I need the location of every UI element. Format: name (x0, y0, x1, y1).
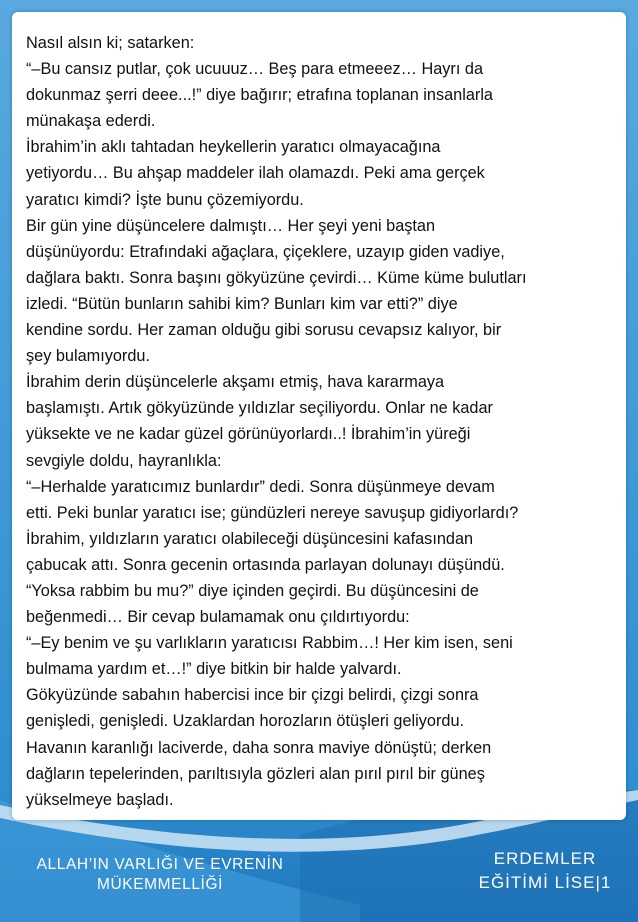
text-line: yetiyordu… Bu ahşap maddeler ilah olamazdı. Peki ama gerçek (26, 164, 485, 183)
text-line: İbrahim’in aklı tahtadan heykellerin yaratıcı olmayacağına (26, 138, 441, 157)
text-line: “Yoksa rabbim bu mu?” diye içinden geçirdi. Bu düşüncesini de (26, 581, 479, 600)
text-line: dokunmaz şerri deee...!” diye bağırır; etrafına toplanan insanlarla (26, 86, 493, 105)
text-line: sevgiyle doldu, hayranlıkla: (26, 451, 222, 470)
book-title (470, 847, 620, 895)
text-line: beğenmedi… Bir cevap bulamamak onu çıldırtıyordu: (26, 608, 410, 627)
text-line: Bir gün yine düşüncelere dalmıştı… Her şeyi yeni baştan (26, 216, 436, 235)
text-line: İbrahim derin düşüncelerle akşamı etmiş, hava kararmaya (26, 373, 445, 392)
chapter-title (30, 855, 290, 895)
book-title-line1: ERDEMLER (493, 849, 597, 868)
text-line: düşünüyordu: Etrafındaki ağaçlara, çiçeklere, uzayıp giden vadiye, (26, 242, 505, 261)
text-line: dağlara baktı. Sonra başını gökyüzüne çevirdi… Küme küme bulutları (26, 268, 527, 287)
text-line: münakaşa ederdi. (26, 112, 156, 131)
text-line: “–Ey benim ve şu varlıkların yaratıcısı Rabbim…! Her kim isen, seni (26, 634, 513, 653)
text-line: Havanın karanlığı laciverde, daha sonra maviye dönüştü; derken (26, 738, 492, 757)
book-title-line2: EĞİTİMİ LİSE|1 (478, 873, 612, 892)
text-line: İbrahim, yıldızların yaratıcı olabileceği düşüncesini kafasından (26, 529, 474, 548)
chapter-title-line1: ALLAH’IN VARLIĞI VE EVRENİN (36, 856, 284, 873)
text-line: yükselmeye başladı. (26, 790, 174, 809)
text-line: dağların tepelerinden, parıltısıyla gözleri alan pırıl pırıl bir güneş (26, 764, 485, 783)
text-line: genişledi, genişledi. Uzaklardan horozların ötüşleri geliyordu. (26, 712, 465, 731)
text-line: “–Herhalde yaratıcımız bunlardır” dedi. Sonra düşünmeye devam (26, 477, 495, 496)
text-line: Nasıl alsın ki; satarken: (26, 34, 195, 52)
text-line: yüksekte ve ne kadar güzel görünüyorlardı..! İbrahim’in yüreği (26, 425, 471, 444)
text-line: “–Bu cansız putlar, çok ucuuuz… Beş para etmeeez… Hayrı da (26, 60, 484, 79)
text-line: izledi. “Bütün bunların sahibi kim? Bunları kim var etti?” diye (26, 294, 458, 313)
text-line: şey bulamıyordu. (26, 347, 150, 366)
text-line: başlamıştı. Artık gökyüzünde yıldızlar seçiliyordu. Onlar ne kadar (26, 399, 493, 418)
text-line: etti. Peki bunlar yaratıcı ise; gündüzleri nereye savuşup gidiyorlardı? (26, 503, 519, 522)
text-line: yaratıcı kimdi? İşte bunu çözemiyordu. (26, 190, 304, 209)
text-line: bulmama yardım et…!” diye bitkin bir halde yalvardı. (26, 660, 402, 679)
text-line: çabucak attı. Sonra gecenin ortasında parlayan dolunayı düşündü. (26, 555, 505, 574)
chapter-title-line2: MÜKEMMELLİĞİ (96, 876, 224, 893)
text-line: Gökyüzünde sabahın habercisi ince bir çizgi belirdi, çizgi sonra (26, 686, 479, 705)
text-line: kendine sordu. Her zaman olduğu gibi sorusu cevapsız kalıyor, bir (26, 321, 502, 340)
body-text (26, 30, 616, 813)
